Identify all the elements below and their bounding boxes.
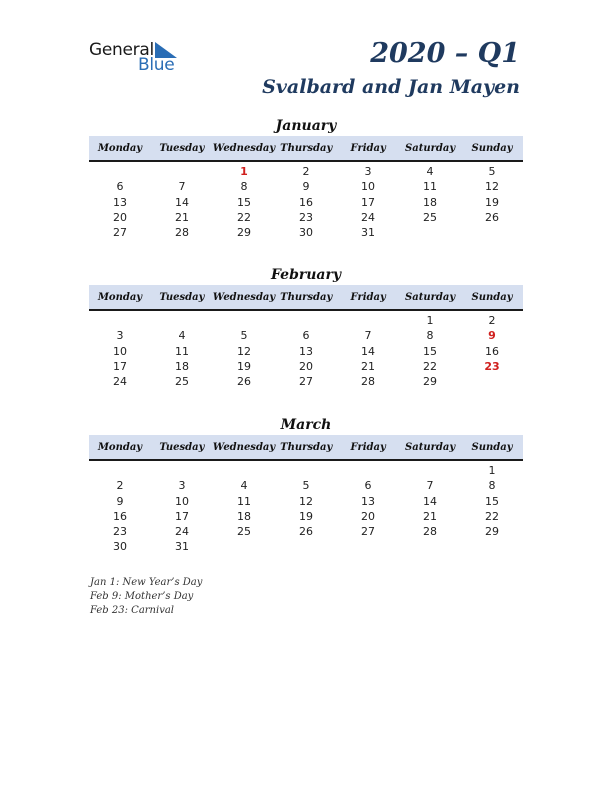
month-march [89,415,523,555]
date-cell: 12 [237,344,251,358]
date-cell: 13 [361,494,375,508]
weekday-label: Wednesday [212,441,276,453]
date-cell: 5 [488,165,496,178]
empty-date-cell [461,225,523,240]
date-cell: 7 [178,180,186,194]
weekday-label: Tuesday [159,441,205,453]
week-row [89,359,523,374]
weekday-label: Saturday [405,291,456,303]
date-cell: 11 [175,344,189,358]
weekday-label: Thursday [280,142,333,154]
empty-date-cell [213,313,275,328]
week-row [89,539,523,554]
date-cell: 12 [485,180,499,194]
date-cell: 26 [299,525,313,539]
page-subtitle: Svalbard and Jan Mayen [262,76,520,98]
weekday-header-row [89,136,523,162]
date-cell: 27 [299,375,313,389]
weekday-label: Saturday [405,441,456,453]
date-cell: 4 [178,329,186,343]
date-cell: 24 [175,525,189,539]
month-name: February [270,267,341,283]
empty-date-cell [275,539,337,554]
date-cell: 26 [237,375,251,389]
date-cell: 11 [237,494,251,508]
date-cell: 24 [113,375,127,389]
date-cell: 6 [302,329,310,343]
weekday-label: Saturday [405,142,456,154]
empty-date-cell [399,225,461,240]
weekday-header-row [89,435,523,461]
empty-date-cell [399,463,461,478]
empty-date-cell [461,374,523,389]
week-row [89,210,523,225]
date-cell: 5 [240,329,248,343]
date-cell: 12 [299,494,313,508]
logo-text-blue: Blue [138,55,175,75]
date-cell: 19 [299,509,313,523]
date-cell: 13 [299,344,313,358]
date-cell: 10 [175,494,189,508]
date-cell: 23 [299,210,313,224]
date-cell: 20 [361,509,375,523]
date-cell: 2 [488,314,496,327]
week-row [89,374,523,389]
date-cell: 15 [485,494,499,508]
date-cell: 4 [426,165,434,178]
empty-date-cell [337,539,399,554]
date-cell: 9 [116,494,124,508]
empty-date-cell [151,313,213,328]
date-cell: 19 [485,195,499,209]
weekday-header-row [89,285,523,311]
empty-date-cell [399,539,461,554]
date-cell: 4 [240,479,248,493]
weekday-label: Tuesday [159,142,205,154]
date-cell: 28 [175,226,189,240]
week-row [89,195,523,210]
date-cell: 30 [113,540,127,554]
weekday-label: Monday [97,291,143,303]
holiday-note: Jan 1: New Year’s Day [90,577,203,588]
weekday-label: Monday [97,441,143,453]
date-cell: 16 [113,509,127,523]
weekday-label: Sunday [471,142,513,154]
week-row [89,164,523,179]
date-cell: 27 [361,525,375,539]
weekday-label: Sunday [471,291,513,303]
date-cell: 19 [237,359,251,373]
calendar-weeks [89,162,523,240]
date-cell: 27 [113,226,127,240]
date-cell: 21 [423,509,437,523]
month-january [89,116,523,240]
empty-date-cell [89,463,151,478]
empty-date-cell [151,164,213,179]
date-cell: 15 [237,195,251,209]
date-cell: 31 [361,226,375,240]
date-cell: 17 [361,195,375,209]
weekday-label: Sunday [471,441,513,453]
date-cell: 30 [299,226,313,240]
empty-date-cell [213,539,275,554]
empty-date-cell [275,463,337,478]
date-cell: 13 [113,195,127,209]
date-cell: 8 [426,329,434,343]
date-cell: 22 [423,359,437,373]
weekday-label: Thursday [280,291,333,303]
empty-date-cell [151,463,213,478]
weekday-label: Tuesday [159,291,205,303]
week-row [89,313,523,328]
date-cell: 29 [485,525,499,539]
weekday-label: Monday [97,142,143,154]
date-cell: 18 [175,359,189,373]
date-cell: 2 [302,165,310,178]
date-cell: 3 [116,329,124,343]
week-row [89,524,523,539]
date-cell: 7 [426,479,434,493]
calendar-weeks [89,461,523,555]
empty-date-cell [89,313,151,328]
holiday-date-cell: 1 [240,165,248,178]
date-cell: 10 [113,344,127,358]
date-cell: 7 [364,329,372,343]
date-cell: 6 [364,479,372,493]
date-cell: 17 [175,509,189,523]
month-february [89,265,523,389]
logo-text-general: General [89,40,154,60]
week-row [89,344,523,359]
week-row [89,179,523,194]
holiday-note: Feb 23: Carnival [90,605,175,616]
date-cell: 29 [423,375,437,389]
date-cell: 22 [485,509,499,523]
date-cell: 26 [485,210,499,224]
weekday-label: Friday [350,142,386,154]
generalblue-logo [89,40,189,76]
empty-date-cell [213,463,275,478]
date-cell: 16 [299,195,313,209]
date-cell: 28 [423,525,437,539]
date-cell: 25 [175,375,189,389]
date-cell: 2 [116,479,124,493]
date-cell: 22 [237,210,251,224]
date-cell: 28 [361,375,375,389]
date-cell: 14 [175,195,189,209]
week-row [89,494,523,509]
date-cell: 9 [302,180,310,194]
holiday-notes [90,576,202,618]
date-cell: 14 [361,344,375,358]
date-cell: 31 [175,540,189,554]
date-cell: 1 [426,314,434,327]
date-cell: 21 [361,359,375,373]
weekday-label: Wednesday [212,291,276,303]
date-cell: 15 [423,344,437,358]
date-cell: 10 [361,180,375,194]
week-row [89,328,523,343]
date-cell: 20 [113,210,127,224]
date-cell: 18 [237,509,251,523]
date-cell: 24 [361,210,375,224]
date-cell: 3 [178,479,186,493]
date-cell: 20 [299,359,313,373]
weekday-label: Friday [350,291,386,303]
week-row [89,478,523,493]
empty-date-cell [89,164,151,179]
week-row [89,225,523,240]
empty-date-cell [275,313,337,328]
date-cell: 8 [240,180,248,194]
date-cell: 3 [364,165,372,178]
date-cell: 5 [302,479,310,493]
date-cell: 11 [423,180,437,194]
week-row [89,509,523,524]
week-row [89,463,523,478]
holiday-date-cell: 23 [484,359,500,373]
date-cell: 14 [423,494,437,508]
date-cell: 25 [237,525,251,539]
date-cell: 29 [237,226,251,240]
date-cell: 17 [113,359,127,373]
date-cell: 23 [113,525,127,539]
date-cell: 1 [488,464,496,477]
month-name: January [275,118,337,134]
date-cell: 21 [175,210,189,224]
empty-date-cell [461,539,523,554]
holiday-date-cell: 9 [488,329,496,343]
weekday-label: Thursday [280,441,333,453]
empty-date-cell [337,313,399,328]
holiday-note: Feb 9: Mother’s Day [90,591,194,602]
empty-date-cell [337,463,399,478]
weekday-label: Friday [350,441,386,453]
date-cell: 16 [485,344,499,358]
date-cell: 18 [423,195,437,209]
page-title: 2020 – Q1 [370,38,520,69]
date-cell: 6 [116,180,124,194]
month-name: March [280,417,332,433]
date-cell: 8 [488,479,496,493]
date-cell: 25 [423,210,437,224]
weekday-label: Wednesday [212,142,276,154]
calendar-weeks [89,311,523,389]
